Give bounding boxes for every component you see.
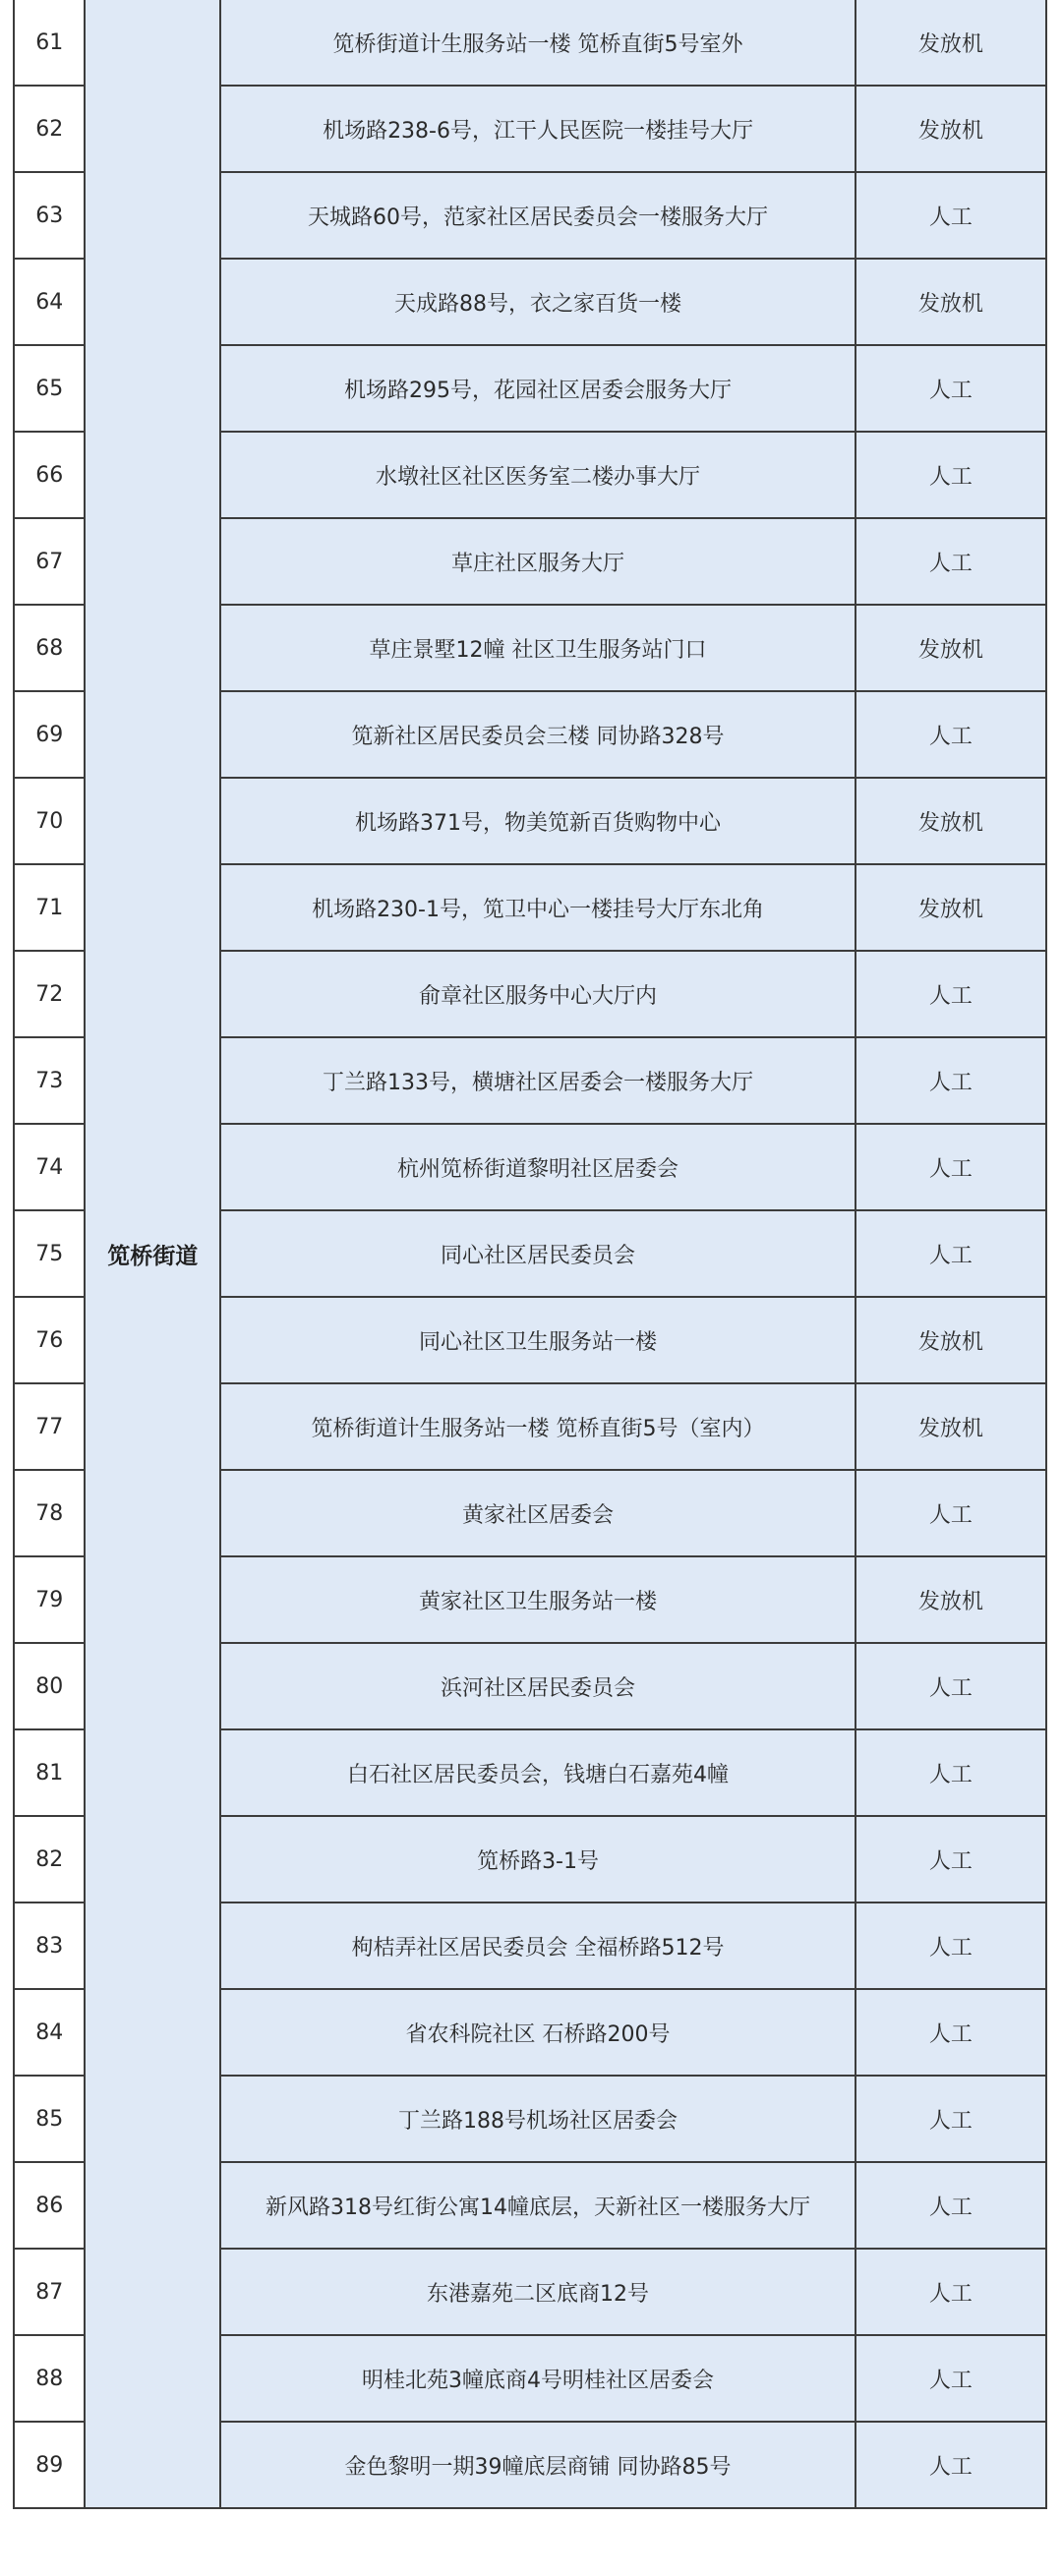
address-cell: 同心社区居民委员会 (220, 1210, 856, 1297)
row-number: 76 (14, 1297, 85, 1383)
address-cell: 丁兰路188号机场社区居委会 (220, 2076, 856, 2162)
distribution-type-cell: 人工 (856, 1816, 1046, 1903)
address-cell: 金色黎明一期39幢底层商铺 同协路85号 (220, 2422, 856, 2508)
row-number: 84 (14, 1989, 85, 2076)
row-number: 88 (14, 2335, 85, 2422)
distribution-type-cell: 发放机 (856, 1556, 1046, 1643)
row-number: 87 (14, 2249, 85, 2335)
address-cell: 黄家社区居委会 (220, 1470, 856, 1556)
address-cell: 草庄社区服务大厅 (220, 518, 856, 605)
distribution-type-cell: 人工 (856, 1470, 1046, 1556)
address-cell: 省农科院社区 石桥路200号 (220, 1989, 856, 2076)
address-cell: 机场路295号，花园社区居委会服务大厅 (220, 345, 856, 432)
row-number: 69 (14, 691, 85, 778)
row-number: 64 (14, 259, 85, 345)
distribution-type-cell: 人工 (856, 2422, 1046, 2508)
row-number: 83 (14, 1903, 85, 1989)
distribution-type-cell: 人工 (856, 2076, 1046, 2162)
distribution-type-cell: 发放机 (856, 0, 1046, 86)
address-cell: 东港嘉苑二区底商12号 (220, 2249, 856, 2335)
row-number: 81 (14, 1729, 85, 1816)
row-number: 65 (14, 345, 85, 432)
row-number: 86 (14, 2162, 85, 2249)
address-cell: 同心社区卫生服务站一楼 (220, 1297, 856, 1383)
distribution-type-cell: 人工 (856, 2162, 1046, 2249)
row-number: 85 (14, 2076, 85, 2162)
distribution-type-cell: 人工 (856, 2335, 1046, 2422)
distribution-type-cell: 人工 (856, 1903, 1046, 1989)
address-cell: 天成路88号，衣之家百货一楼 (220, 259, 856, 345)
row-number: 74 (14, 1124, 85, 1210)
distribution-type-cell: 发放机 (856, 864, 1046, 951)
distribution-type-cell: 人工 (856, 1037, 1046, 1124)
address-cell: 浜河社区居民委员会 (220, 1643, 856, 1729)
table-continuation (0, 2566, 1062, 2576)
row-number: 68 (14, 605, 85, 691)
address-cell: 杭州笕桥街道黎明社区居委会 (220, 1124, 856, 1210)
row-number: 71 (14, 864, 85, 951)
row-number: 62 (14, 86, 85, 172)
address-cell: 笕桥街道计生服务站一楼 笕桥直街5号（室内） (220, 1383, 856, 1470)
distribution-type-cell: 人工 (856, 172, 1046, 259)
distribution-type-cell: 人工 (856, 691, 1046, 778)
distribution-type-cell: 发放机 (856, 86, 1046, 172)
row-number: 73 (14, 1037, 85, 1124)
row-number: 80 (14, 1643, 85, 1729)
address-cell: 机场路371号，物美笕新百货购物中心 (220, 778, 856, 864)
distribution-type-cell: 发放机 (856, 605, 1046, 691)
address-cell: 俞章社区服务中心大厅内 (220, 951, 856, 1037)
distribution-type-cell: 人工 (856, 2249, 1046, 2335)
row-number: 79 (14, 1556, 85, 1643)
address-cell: 新风路318号红街公寓14幢底层，天新社区一楼服务大厅 (220, 2162, 856, 2249)
distribution-points-table (13, 0, 1047, 2509)
distribution-type-cell: 人工 (856, 518, 1046, 605)
distribution-type-cell: 人工 (856, 951, 1046, 1037)
distribution-type-cell: 人工 (856, 1210, 1046, 1297)
row-number: 75 (14, 1210, 85, 1297)
distribution-type-cell: 发放机 (856, 778, 1046, 864)
address-cell: 白石社区居民委员会，钱塘白石嘉苑4幢 (220, 1729, 856, 1816)
row-number: 82 (14, 1816, 85, 1903)
distribution-type-cell: 人工 (856, 345, 1046, 432)
address-cell: 机场路238-6号，江干人民医院一楼挂号大厅 (220, 86, 856, 172)
table-row (14, 0, 1046, 86)
distribution-type-cell: 人工 (856, 1643, 1046, 1729)
address-cell: 机场路230-1号，笕卫中心一楼挂号大厅东北角 (220, 864, 856, 951)
distribution-type-cell: 发放机 (856, 1383, 1046, 1470)
row-number: 89 (14, 2422, 85, 2508)
address-cell: 笕桥街道计生服务站一楼 笕桥直街5号室外 (220, 0, 856, 86)
address-cell: 水墩社区社区医务室二楼办事大厅 (220, 432, 856, 518)
address-cell: 黄家社区卫生服务站一楼 (220, 1556, 856, 1643)
address-cell: 草庄景墅12幢 社区卫生服务站门口 (220, 605, 856, 691)
street-name-cell: 笕桥街道 (85, 0, 220, 2508)
address-cell: 笕桥路3-1号 (220, 1816, 856, 1903)
distribution-type-cell: 人工 (856, 432, 1046, 518)
distribution-type-cell: 发放机 (856, 259, 1046, 345)
distribution-type-cell: 人工 (856, 1729, 1046, 1816)
address-cell: 丁兰路133号，横塘社区居委会一楼服务大厅 (220, 1037, 856, 1124)
table-body (14, 0, 1046, 2508)
row-number: 78 (14, 1470, 85, 1556)
address-cell: 天城路60号，范家社区居民委员会一楼服务大厅 (220, 172, 856, 259)
row-number: 61 (14, 0, 85, 86)
row-number: 66 (14, 432, 85, 518)
row-number: 72 (14, 951, 85, 1037)
address-cell: 笕新社区居民委员会三楼 同协路328号 (220, 691, 856, 778)
address-cell: 明桂北苑3幢底商4号明桂社区居委会 (220, 2335, 856, 2422)
row-number: 63 (14, 172, 85, 259)
distribution-type-cell: 人工 (856, 1989, 1046, 2076)
row-number: 67 (14, 518, 85, 605)
row-number: 70 (14, 778, 85, 864)
distribution-type-cell: 人工 (856, 1124, 1046, 1210)
row-number: 77 (14, 1383, 85, 1470)
address-cell: 枸桔弄社区居民委员会 全福桥路512号 (220, 1903, 856, 1989)
distribution-type-cell: 发放机 (856, 1297, 1046, 1383)
